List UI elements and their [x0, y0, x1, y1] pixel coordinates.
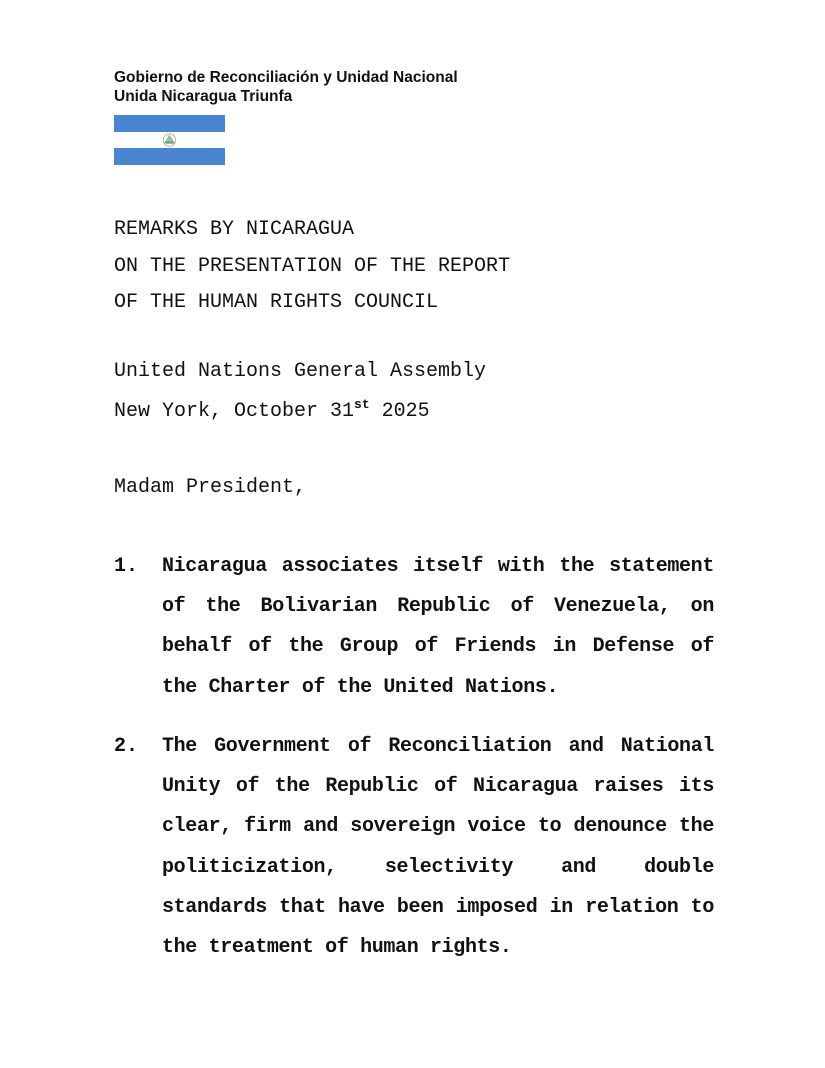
paragraph-number: 1. [114, 555, 139, 578]
title-line-3: OF THE HUMAN RIGHTS COUNCIL [114, 291, 439, 314]
venue-date-prefix: New York, October 31 [114, 400, 355, 423]
paragraph-2 [114, 727, 714, 968]
paragraph-1 [114, 547, 714, 708]
venue-block [114, 352, 486, 432]
paragraph-text: The Government of Reconciliation and National Unity of the Republic of Nicaragua raises its clear, firm and sovereign voice to denounce the politicization, selectivity and double standards that have been imposed in relation to the treatment of human rights. [162, 735, 714, 960]
letterhead-government-name: Gobierno de Reconciliación y Unidad Nacional [114, 69, 458, 86]
letterhead [114, 68, 458, 106]
paragraph-number: 2. [114, 735, 139, 758]
document-title [114, 212, 510, 322]
title-line-2: ON THE PRESENTATION OF THE REPORT [114, 254, 511, 278]
nicaragua-flag-icon [114, 115, 225, 165]
letterhead-motto: Unida Nicaragua Triunfa [114, 88, 293, 105]
venue-assembly: United Nations General Assembly [114, 360, 487, 383]
salutation: Madam President, [114, 476, 307, 499]
venue-date [114, 392, 486, 432]
venue-date-ordinal: st [354, 397, 370, 412]
paragraph-text: Nicaragua associates itself with the statement of the Bolivarian Republic of Venezuela, on behalf of the Group of Friends in Defense of the Charter of the United Nations. [162, 555, 714, 699]
title-line-1: REMARKS BY NICARAGUA [114, 218, 355, 241]
venue-date-year: 2025 [369, 400, 430, 423]
